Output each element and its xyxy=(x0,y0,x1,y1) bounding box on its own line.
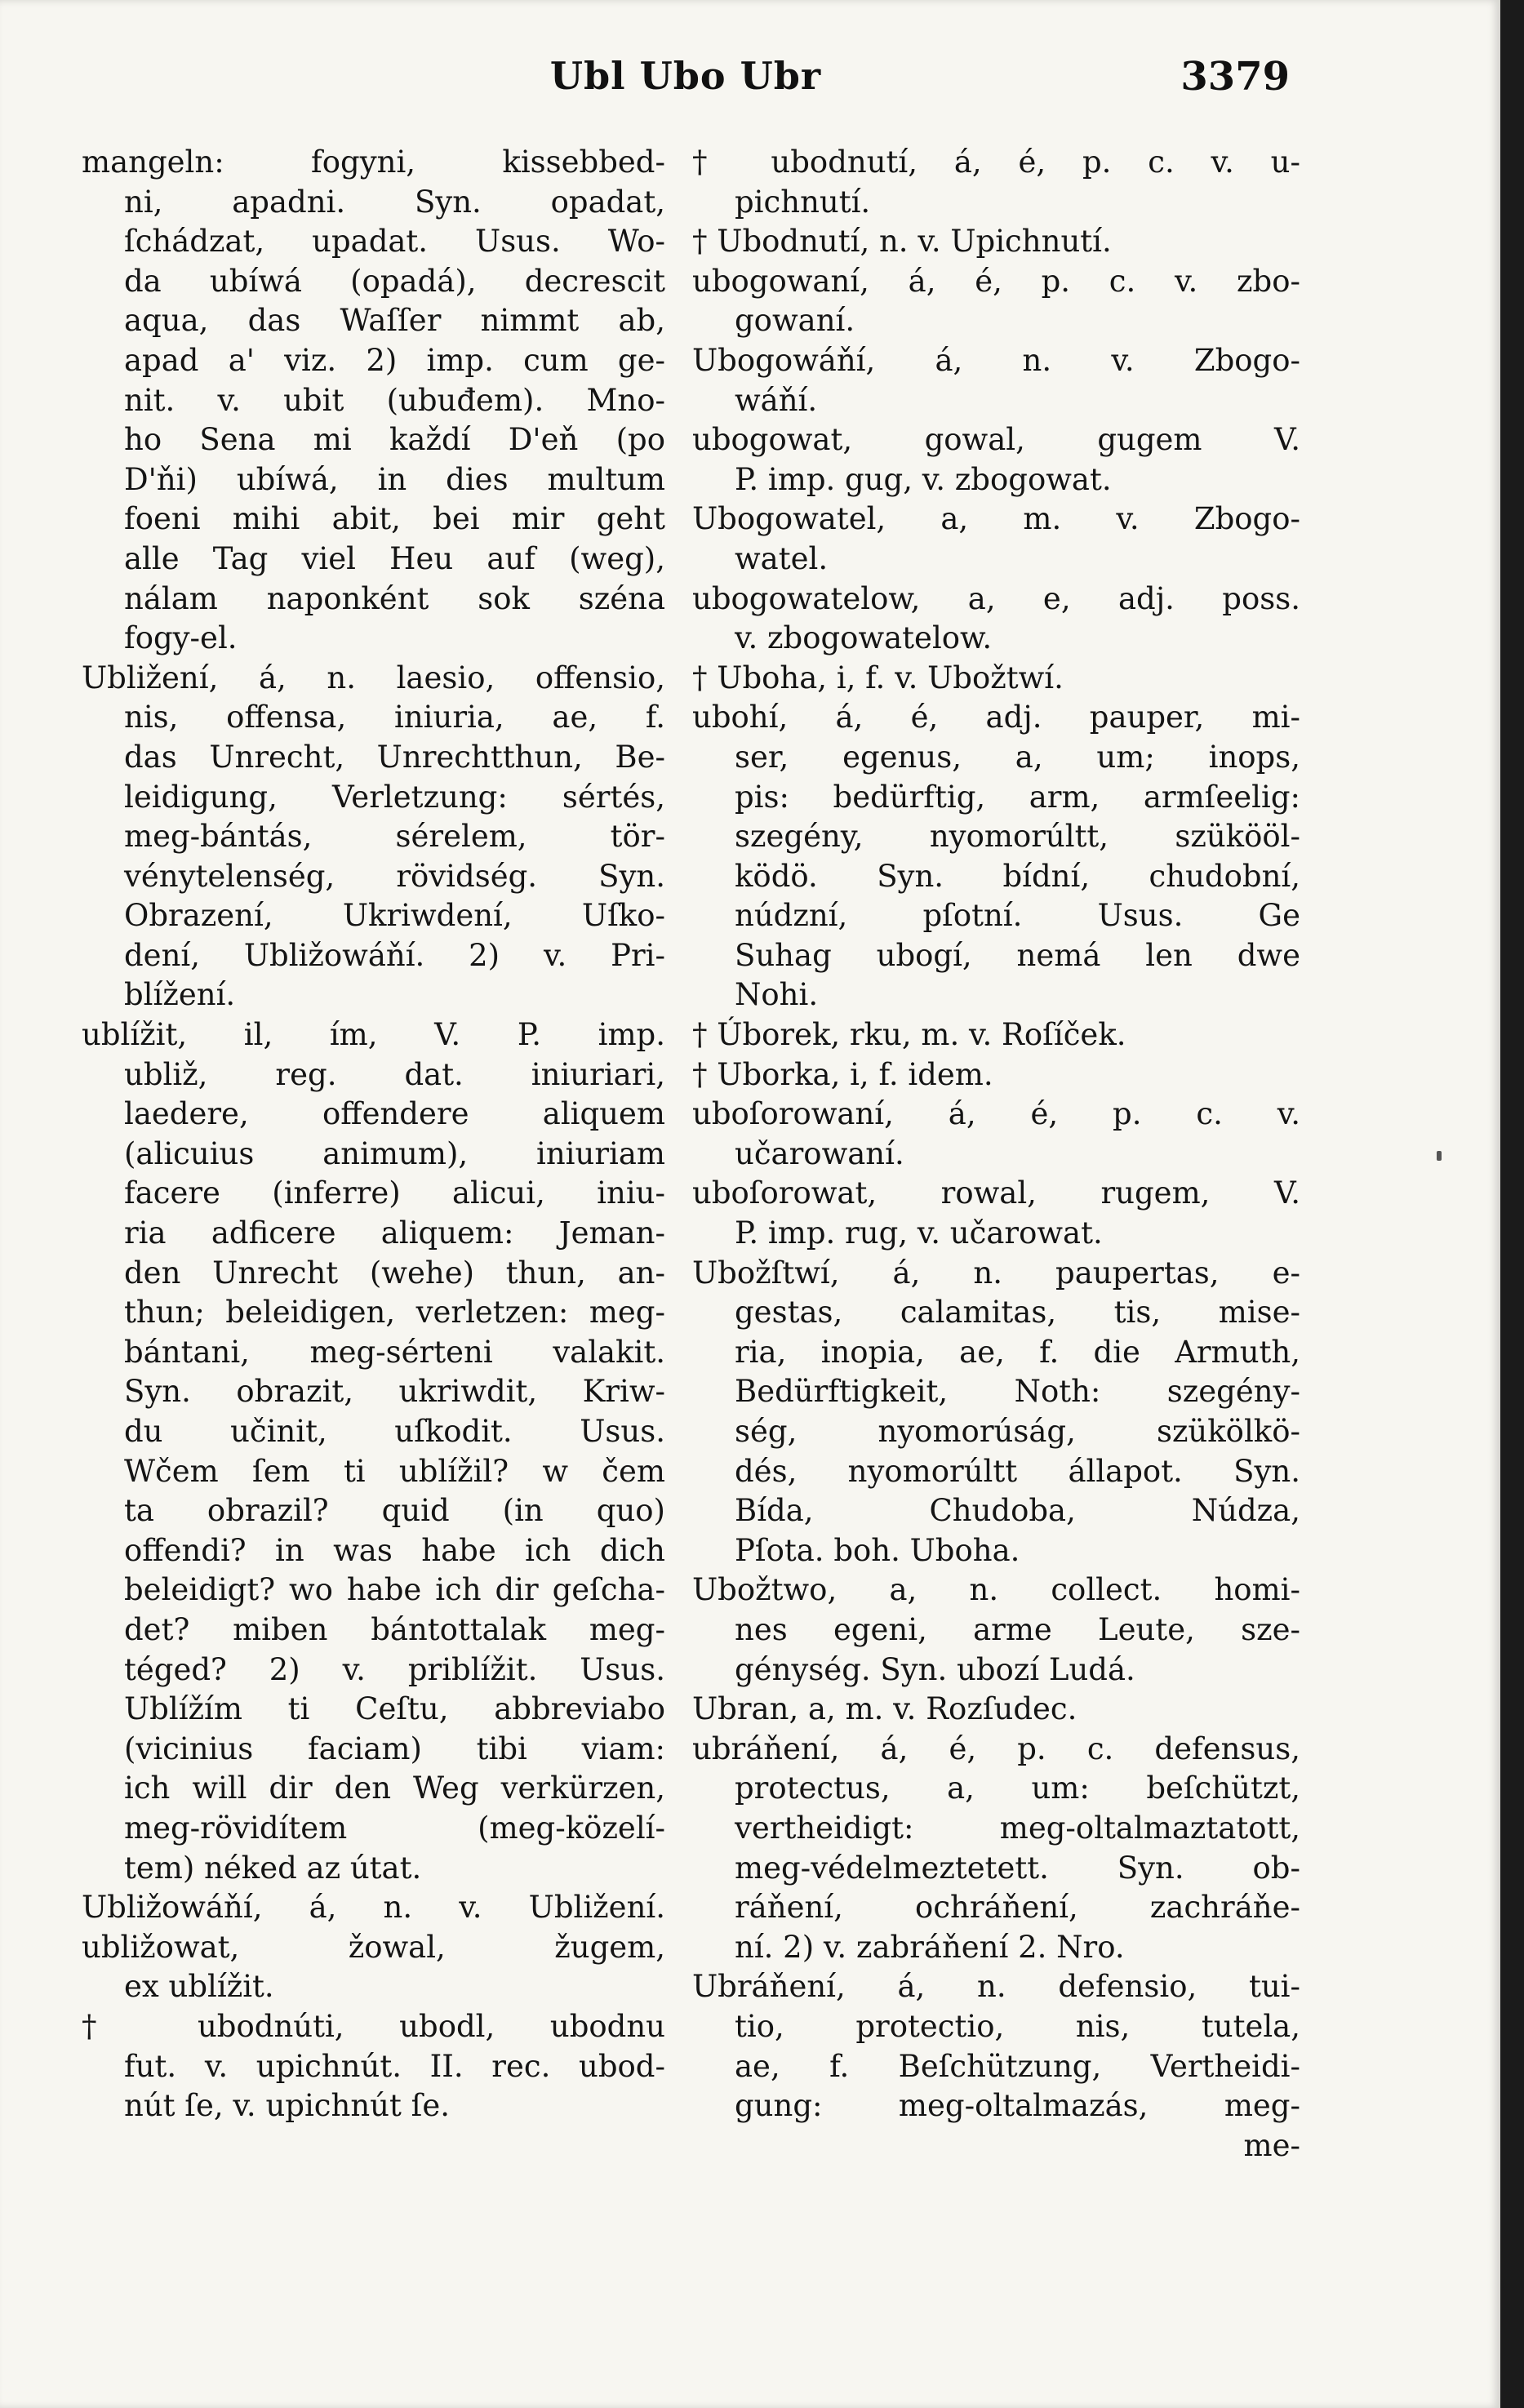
text-line: gestas, calamitas, tis, mise- xyxy=(735,1295,1300,1331)
entry-headline: † Uboha, i, f. v. Ubožtwí. xyxy=(692,660,1064,695)
text-line: meg-rövidítem (meg-közelí- xyxy=(124,1810,665,1846)
text-line: P. imp. gug, v. zbogowat. xyxy=(735,461,1112,497)
text-line: Bedürftigkeit, Noth: szegény- xyxy=(735,1374,1300,1410)
entry-headline: † Úborek, rku, m. v. Roſíček. xyxy=(692,1017,1126,1053)
entry-headline: ubogowatelow, a, e, adj. poss. xyxy=(692,580,1300,616)
text-line: Wčem ſem ti ublížil? w čem xyxy=(124,1453,665,1489)
text-line: fogy-el. xyxy=(124,620,238,656)
entry-headline: Ubráňení, á, n. defensio, tui- xyxy=(692,1969,1300,2005)
margin-mark xyxy=(1437,1151,1442,1161)
entry-headline: uboſorowaní, á, é, p. c. v. xyxy=(692,1096,1300,1132)
text-line: ria, inopia, ae, f. die Armuth, xyxy=(735,1334,1300,1370)
entry-headline: † ubodnutí, á, é, p. c. v. u- xyxy=(692,144,1300,180)
entry-headline: † Uborka, i, f. idem. xyxy=(692,1056,993,1092)
text-line: ubliž, reg. dat. iniuriari, xyxy=(124,1056,665,1092)
entry-headline: Ubožſtwí, á, n. paupertas, e- xyxy=(692,1255,1300,1291)
text-line: apad a' viz. 2) imp. cum ge- xyxy=(124,342,665,378)
text-line: alle Tag viel Heu auf (weg), xyxy=(124,540,665,576)
text-line: ria adficere aliquem: Jeman- xyxy=(124,1215,665,1251)
text-line: bántani, meg-sérteni valakit. xyxy=(124,1334,665,1370)
text-line: blížení. xyxy=(124,977,236,1013)
text-line: fut. v. upichnút. II. rec. ubod- xyxy=(124,2048,665,2084)
text-line: nút ſe, v. upichnút ſe. xyxy=(124,2088,450,2124)
text-line: nis, offensa, iniuria, ae, f. xyxy=(124,700,665,735)
text-line: D'ňi) ubíwá, in dies multum xyxy=(124,461,665,497)
text-line: da ubíwá (opadá), decrescit xyxy=(124,263,665,299)
text-line: meg-bántás, sérelem, tör- xyxy=(124,819,665,855)
entry-headline: ubráňení, á, é, p. c. defensus, xyxy=(692,1730,1300,1766)
text-line: gowaní. xyxy=(735,303,855,339)
text-line: ich will dir den Weg verkürzen, xyxy=(124,1770,665,1806)
text-line: offendi? in was habe ich dich xyxy=(124,1532,665,1568)
text-line: Nohi. xyxy=(735,977,819,1013)
entry-headline: Ubližení, á, n. laesio, offensio, xyxy=(82,660,665,695)
entry-headline: Ubran, a, m. v. Rozſudec. xyxy=(692,1691,1077,1727)
text-line: nálam naponként sok széna xyxy=(124,580,665,616)
text-line: Bída, Chudoba, Núdza, xyxy=(735,1493,1300,1529)
text-line: v. zbogowatelow. xyxy=(735,620,993,656)
text-line: ráňení, ochráňení, zachráňe- xyxy=(735,1890,1300,1926)
text-line: meg-védelmeztetett. Syn. ob- xyxy=(735,1850,1300,1886)
entry-headline: Ubožtwo, a, n. collect. homi- xyxy=(692,1572,1300,1608)
text-line: Ublížím ti Ceſtu, abbreviabo xyxy=(124,1691,665,1727)
entry-headline: ublížit, il, ím, V. P. imp. xyxy=(82,1017,665,1053)
text-line: das Unrecht, Unrechtthun, Be- xyxy=(124,739,665,775)
right-column xyxy=(692,143,1300,2249)
text-line: dés, nyomorúltt állapot. Syn. xyxy=(735,1453,1300,1489)
entry-headline: † Ubodnutí, n. v. Upichnutí. xyxy=(692,224,1112,260)
text-line: nes egeni, arme Leute, sze- xyxy=(735,1611,1300,1647)
text-line: ség, nyomorúság, szükölkö- xyxy=(735,1414,1300,1449)
entry-headline: Ubogowatel, a, m. v. Zbogo- xyxy=(692,501,1300,537)
entry-headline: ubogowat, gowal, gugem V. xyxy=(692,422,1300,458)
page-number: 3379 xyxy=(1180,54,1290,100)
text-line: (vicinius faciam) tibi viam: xyxy=(124,1730,665,1766)
text-line: ser, egenus, a, um; inops, xyxy=(735,739,1300,775)
text-line: ſchádzat, upadat. Usus. Wo- xyxy=(124,224,665,260)
text-line: protectus, a, um: beſchützt, xyxy=(735,1770,1300,1806)
text-line: Suhag ubogí, nemá len dwe xyxy=(735,937,1300,973)
text-line: núdzní, pſotní. Usus. Ge xyxy=(735,898,1300,934)
text-line: mangeln: fogyni, kissebbed- xyxy=(82,144,665,180)
text-line: facere (inferre) alicui, iniu- xyxy=(124,1175,665,1211)
text-line: watel. xyxy=(735,540,829,576)
text-line: laedere, offendere aliquem xyxy=(124,1096,665,1132)
text-line: gung: meg-oltalmazás, meg- xyxy=(735,2088,1300,2124)
text-line: vertheidigt: meg-oltalmaztatott, xyxy=(735,1810,1300,1846)
text-line: ae, f. Beſchützung, Vertheidi- xyxy=(735,2048,1300,2084)
catchword: me- xyxy=(1243,2127,1300,2163)
text-line: ho Sena mi každí D'eň (po xyxy=(124,422,665,458)
text-line: aqua, das Waſſer nimmt ab, xyxy=(124,303,665,339)
text-line: tio, protectio, nis, tutela, xyxy=(735,2008,1300,2044)
text-line: det? miben bántottalak meg- xyxy=(124,1611,665,1647)
text-line: Obrazení, Ukriwdení, Uſko- xyxy=(124,898,665,934)
text-line: P. imp. rug, v. učarowat. xyxy=(735,1215,1103,1251)
text-line: tem) néked az útat. xyxy=(124,1850,422,1886)
running-head: Ubl Ubo Ubr xyxy=(549,54,822,98)
text-line: ni, apadni. Syn. opadat, xyxy=(124,184,665,220)
entry-headline: ubohí, á, é, adj. pauper, mi- xyxy=(692,700,1300,735)
text-line: foeni mihi abit, bei mir geht xyxy=(124,501,665,537)
text-line: Pſota. boh. Uboha. xyxy=(735,1532,1020,1568)
text-line: beleidigt? wo habe ich dir geſcha- xyxy=(124,1572,665,1608)
text-line: den Unrecht (wehe) thun, an- xyxy=(124,1255,665,1291)
text-line: Syn. obrazit, ukriwdit, Kriw- xyxy=(124,1374,665,1410)
text-line: thun; beleidigen, verletzen: meg- xyxy=(124,1295,665,1331)
entry-headline: ubogowaní, á, é, p. c. v. zbo- xyxy=(692,263,1300,299)
text-line: pichnutí. xyxy=(735,184,871,220)
entry-headline: Ubližowáňí, á, n. v. Ubližení. xyxy=(82,1890,665,1926)
entry-headline: † ubodnúti, ubodl, ubodnu xyxy=(82,2008,665,2044)
text-line: (alicuius animum), iniuriam xyxy=(124,1135,665,1171)
text-line: ködö. Syn. bídní, chudobní, xyxy=(735,858,1300,894)
text-line: ní. 2) v. zabráňení 2. Nro. xyxy=(735,1929,1125,1965)
text-line: pis: bedürftig, arm, armſeelig: xyxy=(735,779,1300,815)
entry-headline: uboſorowat, rowal, rugem, V. xyxy=(692,1175,1300,1211)
entry-headline: Ubogowáňí, á, n. v. Zbogo- xyxy=(692,342,1300,378)
text-line: učarowaní. xyxy=(735,1135,904,1171)
text-line: wáňí. xyxy=(735,382,818,418)
text-line: szegény, nyomorúltt, szükööl- xyxy=(735,819,1300,855)
text-line: du učinit, uſkodit. Usus. xyxy=(124,1414,665,1449)
text-line: téged? 2) v. priblížit. Usus. xyxy=(124,1651,665,1687)
left-column xyxy=(82,143,665,2249)
text-line: ta obrazil? quid (in quo) xyxy=(124,1493,665,1529)
text-line: vénytelenség, rövidség. Syn. xyxy=(124,858,665,894)
text-line: dení, Ubližowáňí. 2) v. Pri- xyxy=(124,937,665,973)
text-line: génység. Syn. ubozí Ludá. xyxy=(735,1651,1135,1687)
text-line: nit. v. ubit (ubuđem). Mno- xyxy=(124,382,665,418)
entry-headline: ubližowat, žowal, žugem, xyxy=(82,1929,665,1965)
text-line: leidigung, Verletzung: sértés, xyxy=(124,779,665,815)
text-line: ex ublížit. xyxy=(124,1969,274,2005)
